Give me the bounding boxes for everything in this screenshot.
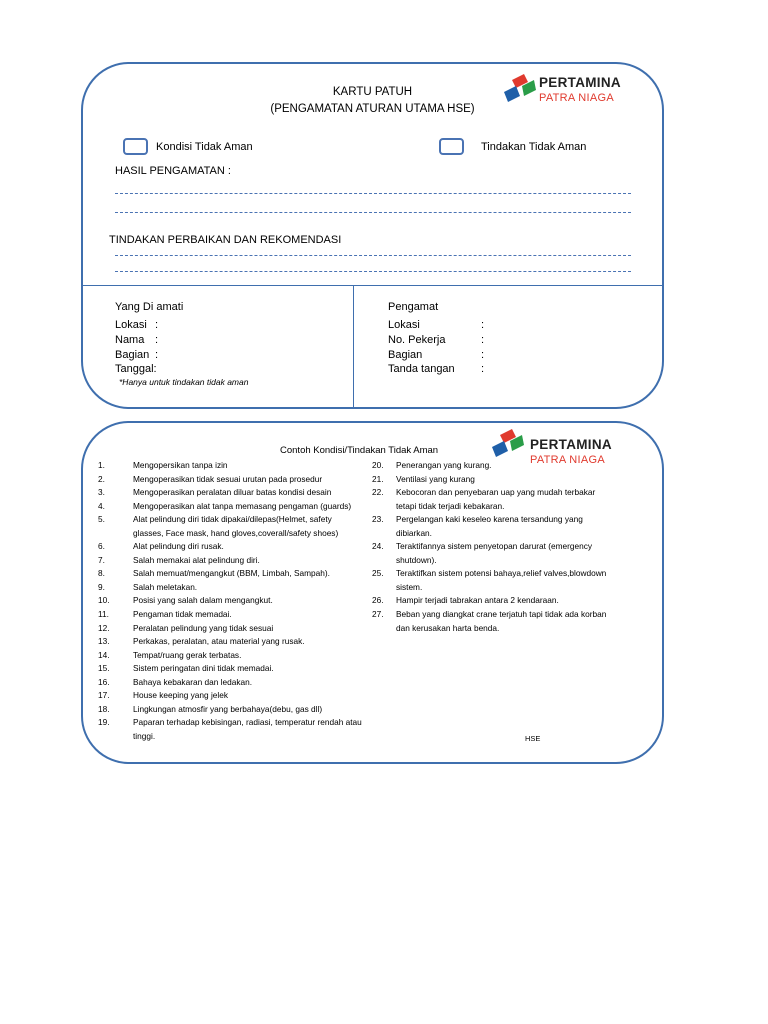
observer-location-sep: :: [481, 319, 485, 331]
list-item-number: 24.: [372, 541, 384, 552]
list-item-text: Kebocoran dan penyebaran uap yang mudah terbakar: [396, 487, 596, 498]
observed-date-label: Tanggal:: [115, 363, 157, 375]
list-item-text: tetapi tidak terjadi kebakaran.: [396, 500, 505, 511]
list-item-text: Salah memakai alat pelindung diri.: [133, 554, 260, 565]
list-item: [98, 689, 362, 703]
observed-location-label: Lokasi: [115, 319, 147, 331]
list-item-text: Teraktifkan sistem potensi bahaya,relief valves,blowdown: [396, 568, 607, 579]
logo-brand-text: PERTAMINA: [539, 75, 621, 90]
list-item-number: 15.: [98, 663, 110, 674]
column-divider: [353, 286, 354, 409]
list-item-text: Hampir terjadi tabrakan antara 2 kendaraan.: [396, 595, 559, 606]
list-item-text: Posisi yang salah dalam mengangkut.: [133, 595, 273, 606]
list-item-text: Beban yang diangkat crane terjatuh tapi tidak ada korban: [396, 609, 607, 620]
unsafe-condition-label: Kondisi Tidak Aman: [156, 141, 253, 153]
list-item: [98, 473, 362, 487]
list-item: [98, 716, 362, 743]
list-item-text: Mengoperasikan alat tanpa memasang pengaman (guards): [133, 500, 352, 511]
list-item: [372, 459, 606, 473]
list-item-number: 3.: [98, 487, 105, 498]
list-item-text: Bahaya kebakaran dan ledakan.: [133, 676, 253, 687]
list-item-text: Teraktifannya sistem penyetopan darurat (emergency: [396, 541, 593, 552]
list-item: [372, 540, 606, 567]
observer-worker-no-sep: :: [481, 334, 485, 346]
observed-note: *Hanya untuk tindakan tidak aman: [119, 377, 249, 387]
list-item-text: Penerangan yang kurang.: [396, 460, 492, 470]
list-item: [98, 594, 362, 608]
unsafe-action-label: Tindakan Tidak Aman: [481, 141, 587, 153]
observed-heading: Yang Di amati: [115, 301, 184, 313]
logo-brand-text: PERTAMINA: [530, 437, 612, 452]
list-item-text: Mengoperasikan peralatan diluar batas kondisi desain: [133, 487, 332, 498]
list-item-text: glasses, Face mask, hand gloves,coverall/safety shoes): [133, 527, 339, 538]
list-item: [98, 608, 362, 622]
kartu-patuh-card: [81, 62, 664, 409]
list-item: [98, 540, 362, 554]
list-item-number: 25.: [372, 568, 384, 579]
list-item-number: 6.: [98, 541, 105, 552]
list-item-text: tinggi.: [133, 730, 156, 741]
list-item-number: 2.: [98, 473, 105, 484]
list-item-text: Mengoperasikan tidak sesuai urutan pada prosedur: [133, 473, 323, 484]
list-item-number: 27.: [372, 609, 384, 620]
observer-worker-no-label: No. Pekerja: [388, 334, 446, 346]
list-item-text: Sistem peringatan dini tidak memadai.: [133, 663, 274, 674]
list-item: [98, 622, 362, 636]
logo-sub-text: PATRA NIAGA: [539, 92, 615, 104]
card-title: KARTU PATUH: [332, 86, 413, 98]
observer-dept-sep: :: [481, 349, 485, 361]
list-item: [98, 676, 362, 690]
list-item: [98, 635, 362, 649]
recommendation-line-1[interactable]: [115, 255, 631, 256]
list-item: [98, 703, 362, 717]
observed-name-sep: :: [155, 334, 159, 346]
list-item-number: 16.: [98, 676, 110, 687]
list-item-text: Mengopersikan tanpa izin: [133, 460, 228, 470]
recommendation-line-2[interactable]: [115, 271, 631, 272]
list-item: [372, 486, 606, 513]
card-subtitle: (PENGAMATAN ATURAN UTAMA HSE): [270, 103, 475, 115]
list-item-number: 22.: [372, 487, 384, 498]
list-item-text: Pergelangan kaki keseleo karena tersandung yang: [396, 514, 583, 525]
list-item-text: Paparan terhadap kebisingan, radiasi, temperatur rendah atau: [133, 717, 362, 728]
list-item-text: dibiarkan.: [396, 527, 432, 538]
list-item-number: 23.: [372, 514, 384, 525]
observation-line-2[interactable]: [115, 212, 631, 213]
recommendation-label: TINDAKAN PERBAIKAN DAN REKOMENDASI: [109, 234, 342, 246]
list-item-text: Tempat/ruang gerak terbatas.: [133, 649, 242, 660]
pertamina-logo: [502, 72, 622, 112]
list-item-number: 1.: [98, 460, 105, 470]
list-item-text: Alat pelindung diri rusak.: [133, 541, 224, 552]
list-item: [98, 662, 362, 676]
observer-signature-label: Tanda tangan: [388, 363, 455, 375]
examples-title: Contoh Kondisi/Tindakan Tidak Aman: [280, 445, 439, 456]
section-divider: [83, 285, 662, 286]
pertamina-logo-icon: [502, 72, 538, 106]
observer-dept-label: Bagian: [388, 349, 423, 361]
list-item: [372, 513, 606, 540]
list-item: [372, 473, 606, 487]
list-item-number: 4.: [98, 500, 105, 511]
list-item-number: 13.: [98, 636, 110, 647]
list-item: [98, 567, 362, 581]
list-item-number: 10.: [98, 595, 110, 606]
list-item-text: Alat pelindung diri tidak dipakai/dilepas(Helmet, safety: [133, 514, 332, 525]
list-item-number: 19.: [98, 717, 110, 728]
list-item-text: Salah memuat/mengangkut (BBM, Limbah, Sampah).: [133, 568, 330, 579]
list-item-text: dan kerusakan harta benda.: [396, 622, 500, 633]
list-item-text: Perkakas, peralatan, atau material yang rusak.: [133, 636, 305, 647]
list-item: [98, 486, 362, 500]
list-item-number: 11.: [98, 609, 109, 620]
observer-location-label: Lokasi: [388, 319, 420, 331]
list-item-number: 20.: [372, 460, 384, 470]
list-item-number: 7.: [98, 554, 105, 565]
list-item-text: Ventilasi yang kurang: [396, 473, 475, 484]
unsafe-examples-card: [81, 421, 664, 764]
list-item: [372, 567, 606, 594]
list-item: [372, 608, 606, 635]
list-item: [98, 554, 362, 568]
list-item-text: House keeping yang jelek: [133, 690, 229, 701]
list-item-number: 9.: [98, 581, 105, 592]
list-item: [98, 581, 362, 595]
list-item-number: 5.: [98, 514, 105, 525]
examples-list-left: [98, 459, 362, 743]
list-item: [98, 513, 362, 540]
list-item-text: Peralatan pelindung yang tidak sesuai: [133, 622, 274, 633]
observation-line-1[interactable]: [115, 193, 631, 194]
list-item-number: 26.: [372, 595, 384, 606]
list-item-number: 18.: [98, 703, 110, 714]
list-item: [98, 459, 362, 473]
list-item-number: 14.: [98, 649, 110, 660]
list-item-number: 17.: [98, 690, 110, 701]
observed-location-sep: :: [155, 319, 159, 331]
logo-sub-text: PATRA NIAGA: [530, 454, 606, 466]
unsafe-action-checkbox[interactable]: [439, 138, 464, 155]
observed-dept-sep: :: [155, 349, 159, 361]
observer-signature-sep: :: [481, 363, 485, 375]
list-item-text: Pengaman tidak memadai.: [133, 609, 232, 620]
list-item: [98, 500, 362, 514]
footer-hse: HSE: [525, 734, 541, 743]
unsafe-condition-checkbox[interactable]: [123, 138, 148, 155]
list-item-number: 21.: [372, 473, 384, 484]
list-item-number: 8.: [98, 568, 105, 579]
list-item: [372, 594, 606, 608]
list-item-text: sistem.: [396, 581, 423, 592]
list-item: [98, 649, 362, 663]
observation-label: HASIL PENGAMATAN :: [115, 165, 231, 177]
list-item-number: 12.: [98, 622, 110, 633]
list-item-text: Lingkungan atmosfir yang berbahaya(debu, gas dll): [133, 703, 323, 714]
observed-name-label: Nama: [115, 334, 145, 346]
observed-dept-label: Bagian: [115, 349, 150, 361]
examples-list-right: [372, 459, 606, 635]
pertamina-logo-icon: [490, 427, 526, 461]
list-item-text: shutdown).: [396, 554, 437, 565]
list-item-text: Salah meletakan.: [133, 581, 198, 592]
observer-heading: Pengamat: [388, 301, 439, 313]
